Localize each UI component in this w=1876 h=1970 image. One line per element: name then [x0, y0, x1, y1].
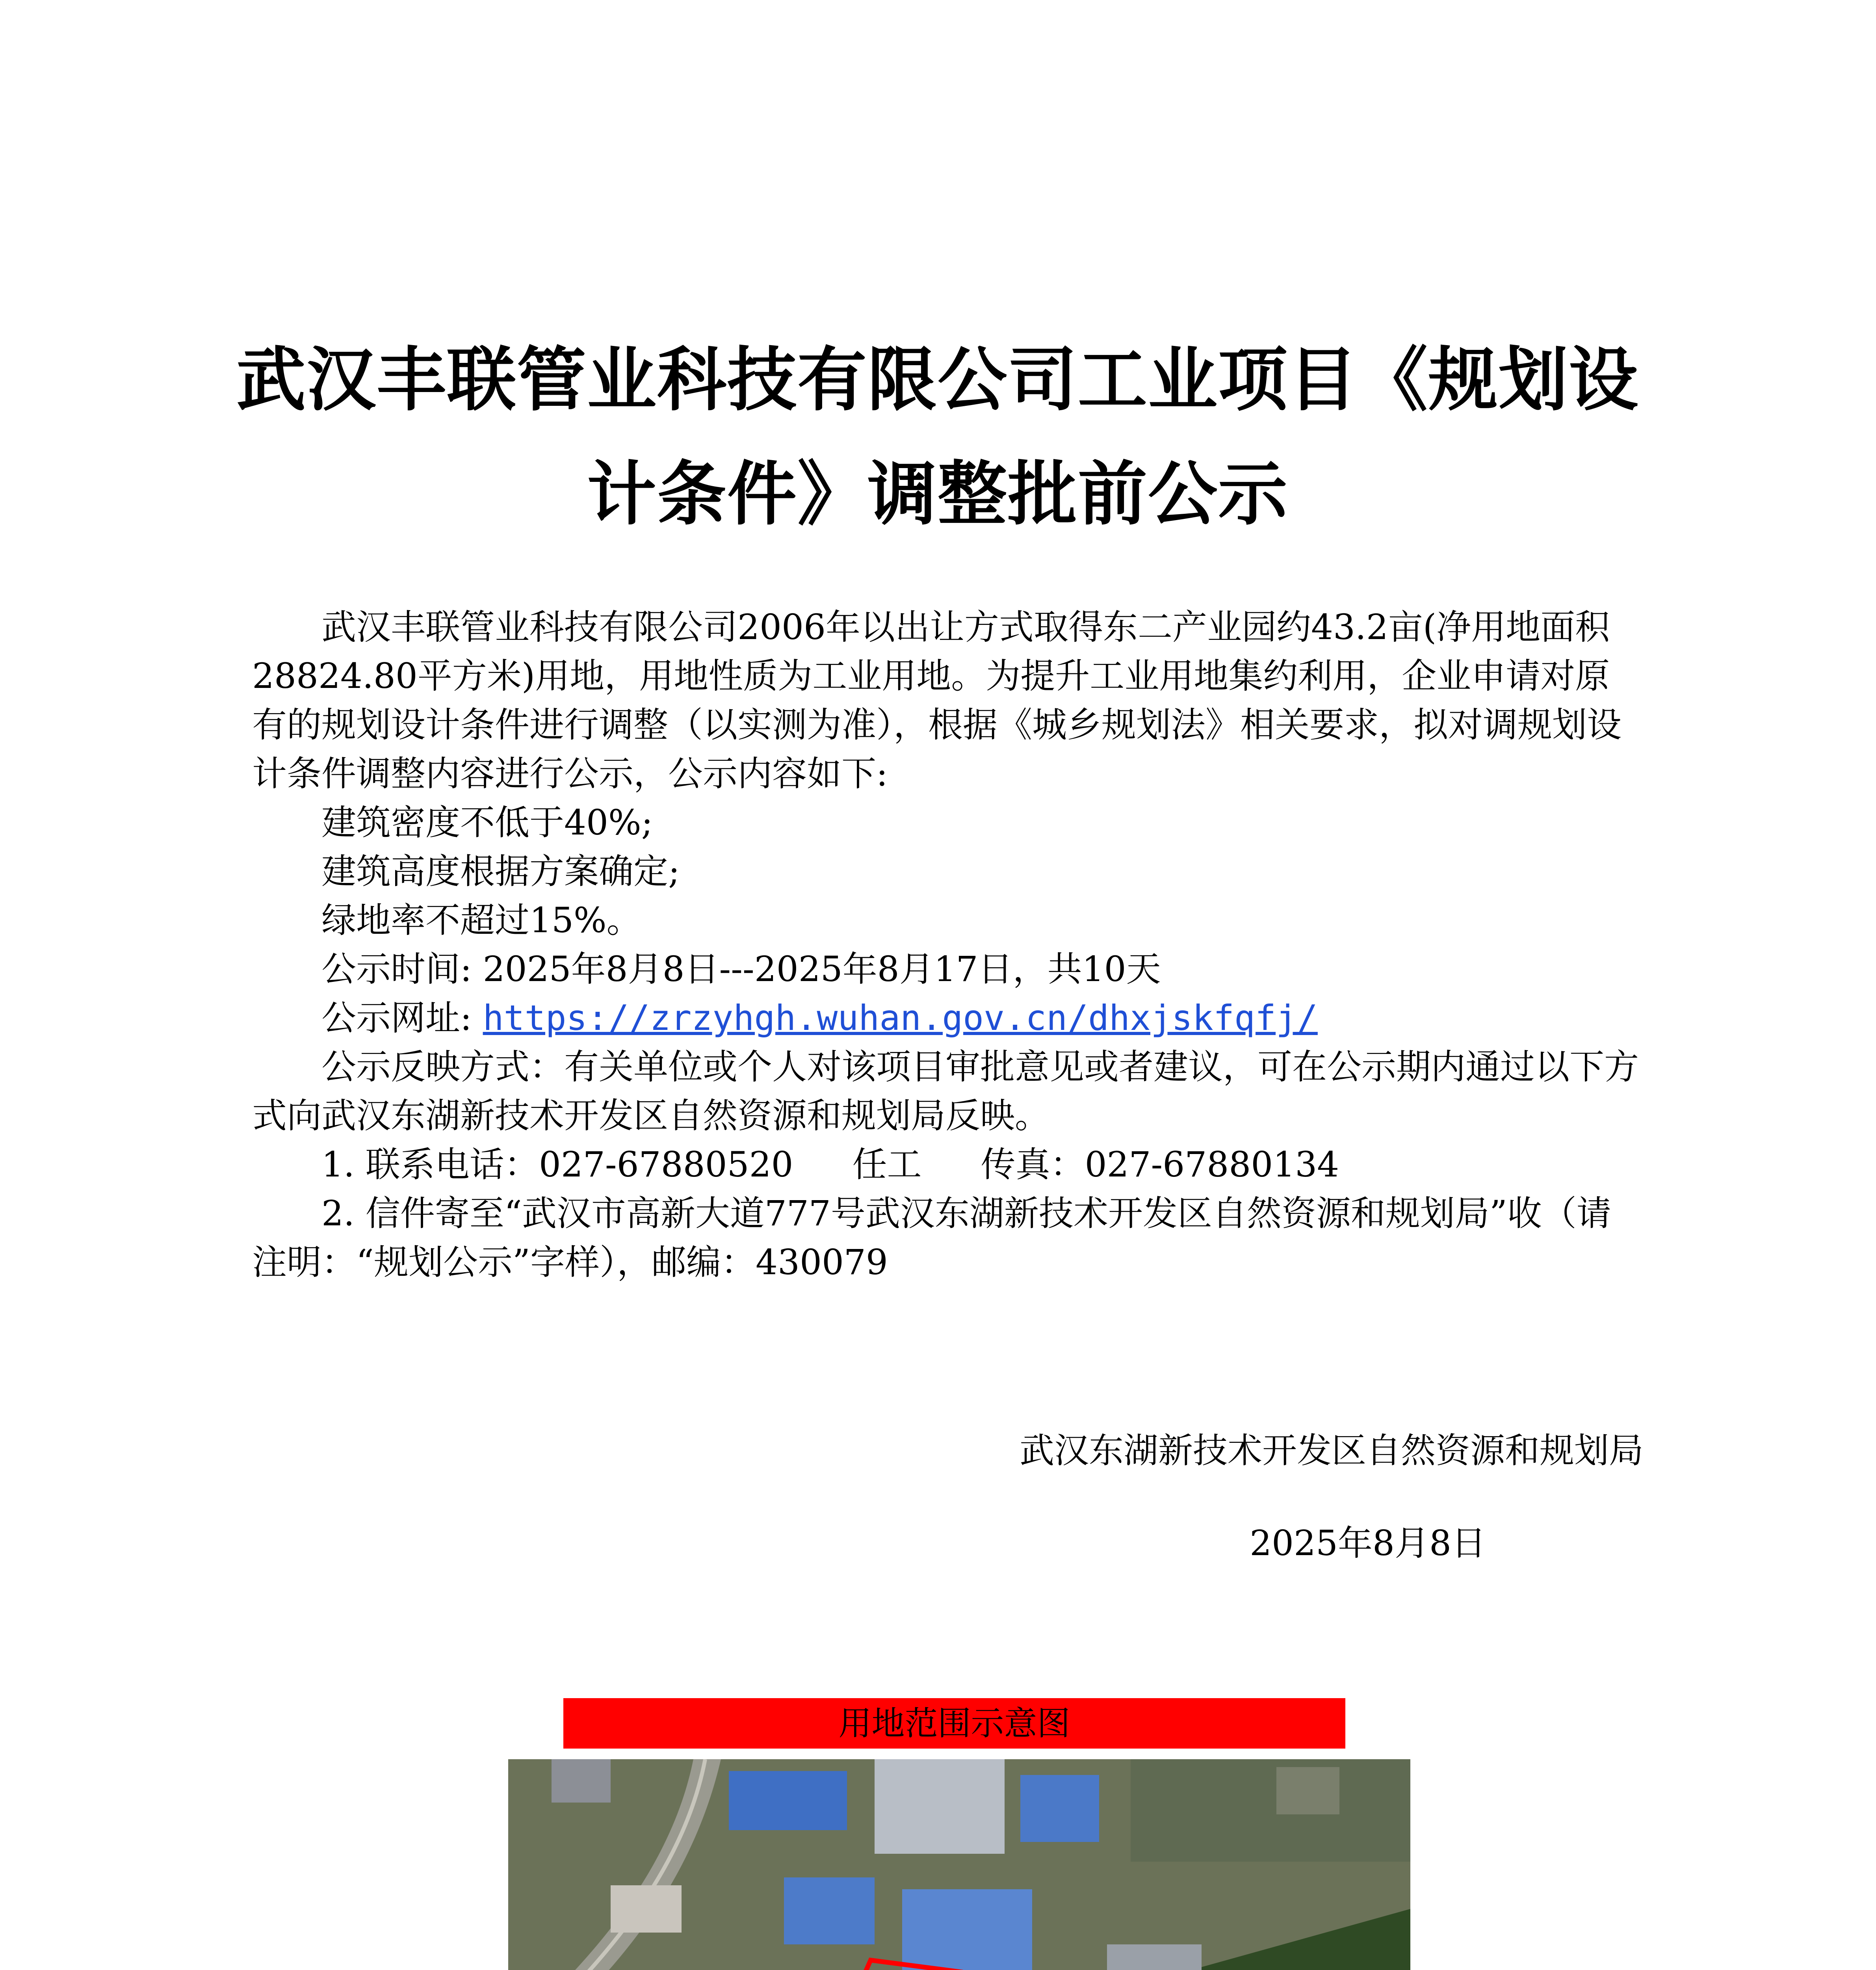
- intro-paragraph: 武汉丰联管业科技有限公司2006年以出让方式取得东二产业园约43.2亩(净用地面积28824.80平方米)用地，用地性质为工业用地。为提升工业用地集约利用，企业申请对原有的规划设计条件进行调整（以实测为准），根据《城乡规划法》相关要求，拟对调规划设计条件调整内容进行公示，公示内容如下:: [252, 607, 1622, 794]
- map-caption: 用地范围示意图: [563, 1698, 1345, 1749]
- satellite-map-image: [508, 1759, 1410, 1970]
- mail-paragraph: 2. 信件寄至“武汉市高新大道777号武汉东湖新技术开发区自然资源和规划局”收（请注明：“规划公示”字样），邮编：430079: [252, 1193, 1611, 1282]
- publicity-period: 公示时间: 2025年8月8日---2025年8月17日，共10天: [321, 949, 1161, 989]
- contact-phone: 1. 联系电话：027-67880520: [321, 1144, 793, 1185]
- page-title: [221, 323, 1655, 552]
- publicity-website: [252, 994, 1643, 1043]
- condition-green-ratio: 绿地率不超过15%。: [321, 900, 641, 940]
- url-label: 公示网址:: [321, 998, 483, 1038]
- title-line-1: 武汉丰联管业科技有限公司工业项目《规划设: [236, 340, 1639, 420]
- condition-building-density: 建筑密度不低于40%;: [321, 802, 653, 843]
- issue-date: 2025年8月8日: [1250, 1523, 1486, 1563]
- condition-building-height: 建筑高度根据方案确定;: [321, 851, 680, 892]
- notice-body: [252, 603, 1643, 1287]
- contact-name: 任工: [852, 1144, 922, 1185]
- contact-line: [252, 1140, 1643, 1189]
- contact-fax: 传真：027-67880134: [981, 1144, 1339, 1185]
- issuing-organization: 武汉东湖新技术开发区自然资源和规划局: [1019, 1430, 1644, 1471]
- site-map: [508, 1759, 1410, 1970]
- publicity-url-link[interactable]: https://zrzyhgh.wuhan.gov.cn/dhxjskfqfj/: [483, 998, 1318, 1038]
- title-line-2: 计条件》调整批前公示: [587, 454, 1288, 535]
- feedback-paragraph: 公示反映方式：有关单位或个人对该项目审批意见或者建议，可在公示期内通过以下方式向武汉东湖新技术开发区自然资源和规划局反映。: [252, 1046, 1639, 1136]
